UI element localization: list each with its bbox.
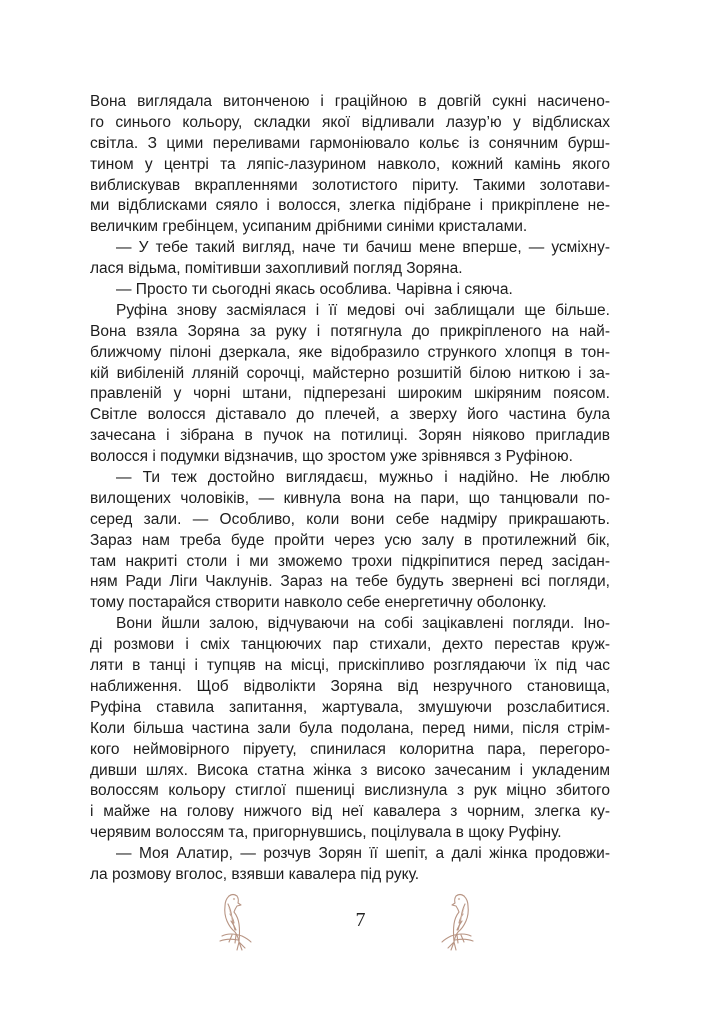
text-line: світла. З цими переливами гармоніювало кольє із сонячним бурш-	[90, 134, 610, 152]
text-line: вилощених чоловіків, — кивнула вона на пари, що танцювали по-	[90, 489, 610, 507]
text-line: правленій у чорні штани, підперезані широким шкіряним поясом.	[90, 385, 610, 403]
text-line: величким гребінцем, усипаним дрібними синіми кристалами.	[90, 218, 528, 236]
page-footer	[0, 890, 721, 960]
text-line: волосся і подумки відзначив, що зростом уже зрівнявся з Руфіною.	[90, 448, 573, 466]
text-line: — У тебе такий вигляд, наче ти бачиш мене вперше, — усміхну-	[116, 239, 610, 257]
text-line: там накриті столи і ми зможемо трохи підкріпитися перед засідан-	[90, 552, 610, 570]
text-line: — Моя Алатир, — розчув Зорян її шепіт, а далі жінка продовжи-	[116, 845, 610, 863]
text-line: кій вибіленій лляній сорочці, майстерно розшитій білою ниткою і за-	[90, 364, 610, 382]
body-text	[90, 92, 610, 886]
text-line: ляти в танці і тупцяв на місці, прискіпливо розглядаючи їх під час	[90, 657, 610, 675]
text-line: черявим волоссям та, пригорнувшись, поцілувала в щоку Руфіну.	[90, 824, 562, 842]
text-line: го синього кольору, складки якої відливали лазур’ю у відблисках	[90, 113, 610, 131]
text-line: зачесана і зібрана в пучок на потилиці. Зорян ніяково пригладив	[90, 427, 610, 445]
text-line: кого неймовірного піруету, спинилася колоритна пара, перегоро-	[90, 740, 610, 758]
text-line: тином у центрі та ляпіс-лазурином навколо, кожний камінь якого	[90, 155, 610, 173]
falcon-icon	[437, 890, 485, 952]
text-line: ми відблисками сяяло і волосся, злегка підібране і прикріплене не-	[90, 197, 610, 215]
text-line: Вони йшли залою, відчуваючи на собі зацікавлені погляди. Іно-	[116, 615, 610, 633]
text-line: ді розмови і сміх танцюючих пар стихали, дехто перестав круж-	[90, 636, 610, 654]
text-line: Вона виглядала витонченою і граційною в довгій сукні насичено-	[90, 93, 610, 110]
text-line: дивши шлях. Висока статна жінка з високо зачесаним і укладеним	[90, 761, 610, 779]
page-number: 7	[355, 909, 366, 931]
text-line: виблискував вкрапленнями золотистого піриту. Такими золотави-	[90, 176, 610, 194]
text-line: і майже на голову нижчого від неї кавалера з чорним, злегка ку-	[90, 803, 610, 821]
text-line: Вона взяла Зоряна за руку і потягнула до прикріпленого на най-	[90, 322, 610, 340]
text-line: ням Ради Ліги Чаклунів. Зараз на тебе будуть звернені всі погляди,	[90, 573, 610, 591]
text-line: серед зали. — Особливо, коли вони себе надміру прикрашають.	[90, 510, 610, 528]
text-line: лася відьма, помітивши захопливий погляд Зоряна.	[90, 260, 463, 278]
text-line: Руфіна знову засміялася і її медові очі заблищали ще більше.	[116, 301, 610, 319]
text-line: волоссям кольору стиглої пшениці вислизнула з рук міцно збитого	[90, 782, 610, 800]
text-line: Коли більша частина зали була подолана, перед ними, після стрім-	[90, 719, 610, 737]
text-line: — Ти теж достойно виглядаєш, мужньо і надійно. Не люблю	[116, 469, 610, 487]
text-line: Руфіна ставила запитання, жартувала, змушуючи розслабитися.	[90, 698, 610, 716]
text-line: тому постарайся створити навколо себе енергетичну оболонку.	[90, 594, 547, 612]
text-line: Зараз нам треба буде пройти через усю залу в протилежний бік,	[90, 531, 610, 549]
text-line: ла розмову вголос, взявши кавалера під руку.	[90, 865, 420, 883]
text-line: наближення. Щоб відволікти Зоряна від незручного становища,	[90, 677, 610, 695]
text-line: ближчому пілоні дзеркала, яке відобразило стрункого хлопця в тон-	[90, 343, 610, 361]
text-line: — Просто ти сьогодні якась особлива. Чарівна і сяюча.	[116, 281, 513, 299]
text-line: Світле волосся діставало до плечей, а зверху його частина була	[90, 406, 610, 424]
